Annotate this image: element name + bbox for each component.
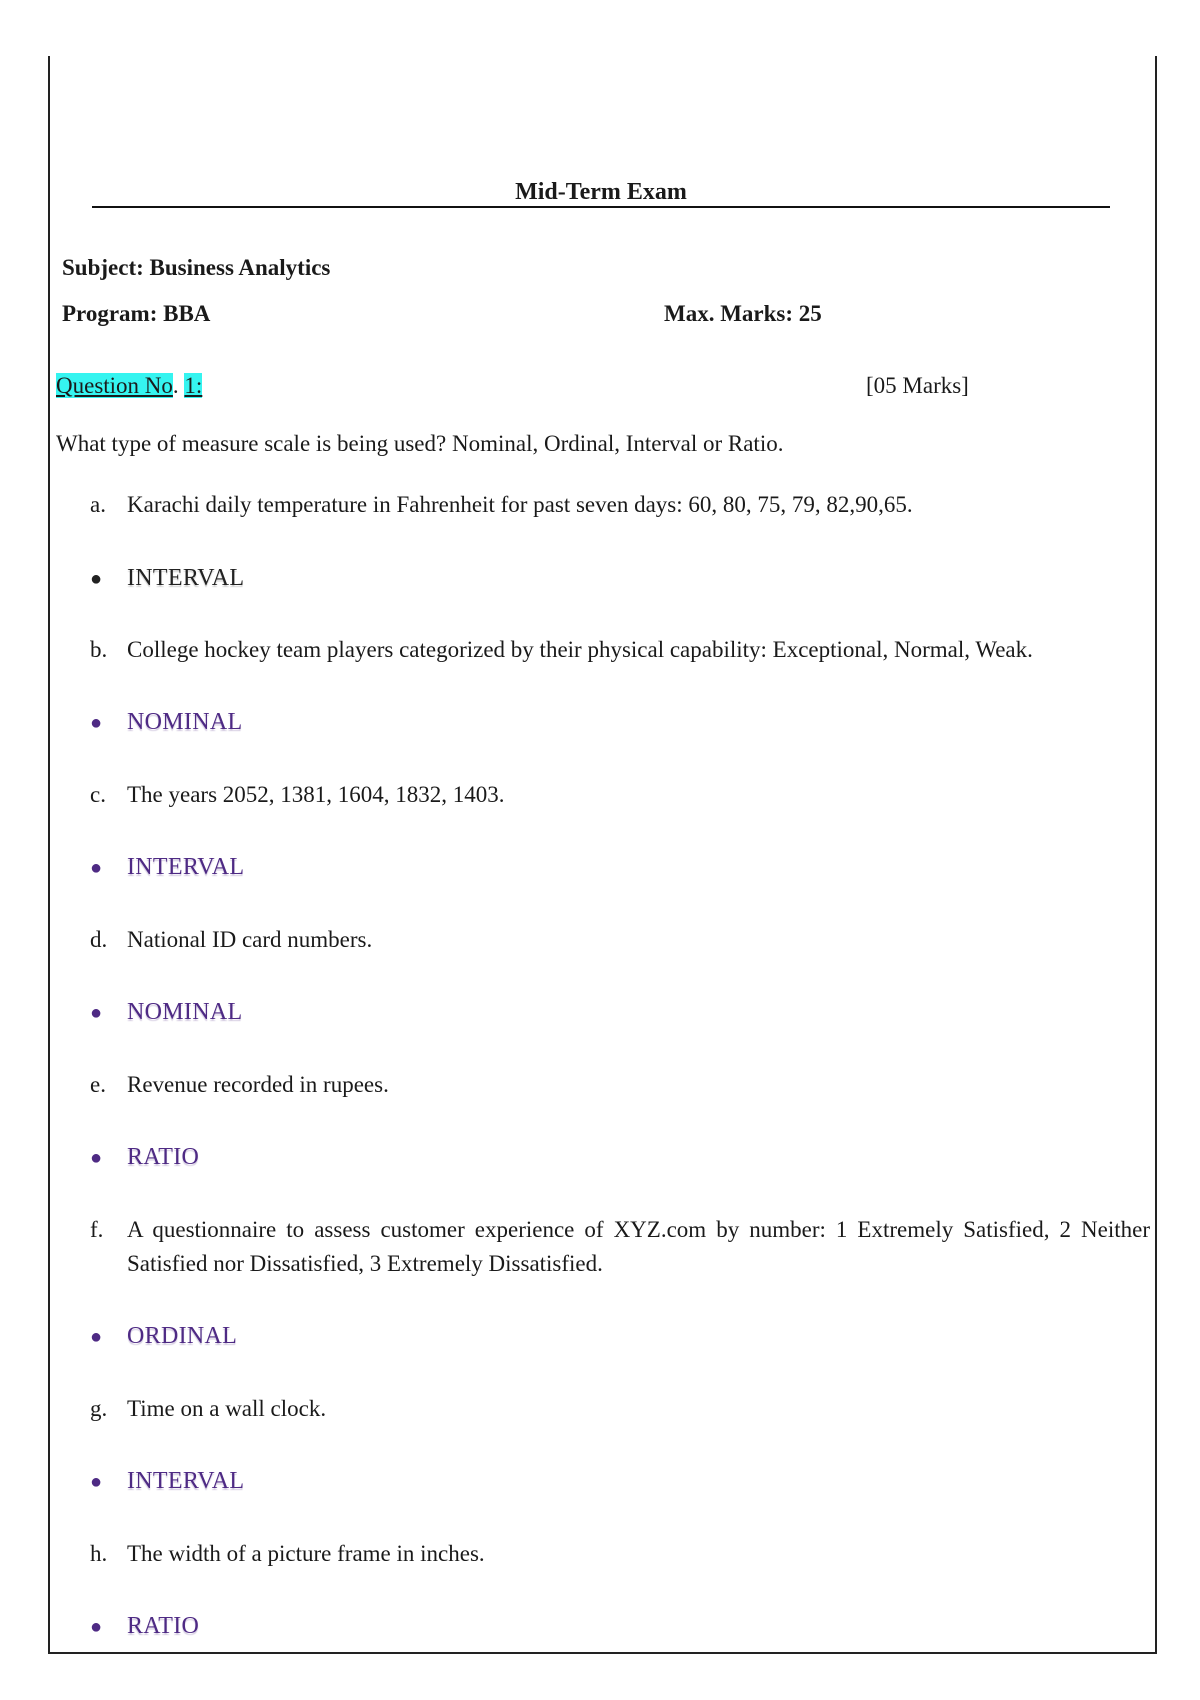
bullet-icon: ● bbox=[90, 1616, 103, 1638]
exam-title: Mid-Term Exam bbox=[515, 179, 687, 205]
answer-text: NOMINAL bbox=[127, 999, 243, 1025]
item-letter: f. bbox=[90, 1217, 104, 1242]
answer-h bbox=[90, 1611, 199, 1642]
bullet-icon: ● bbox=[90, 1002, 103, 1024]
answer-text: ORDINAL bbox=[127, 1323, 238, 1349]
bullet-icon: ● bbox=[90, 568, 103, 590]
item-letter: g. bbox=[90, 1396, 108, 1421]
question-item-b bbox=[90, 633, 1150, 667]
question-label: Question No bbox=[56, 373, 173, 398]
item-text: Karachi daily temperature in Fahrenheit for past seven days: 60, 80, 75, 79, 82,90,65. bbox=[127, 492, 913, 517]
item-letter: a. bbox=[90, 492, 106, 517]
question-item-h bbox=[90, 1537, 1150, 1571]
item-text: The width of a picture frame in inches. bbox=[127, 1541, 485, 1566]
question-item-c bbox=[90, 778, 1150, 812]
answer-text: RATIO bbox=[127, 1144, 200, 1170]
subject-line: Subject: Business Analytics bbox=[62, 255, 331, 280]
question-item-f bbox=[90, 1213, 1150, 1281]
question-number: 1: bbox=[184, 373, 203, 398]
question-item-e bbox=[90, 1068, 1150, 1102]
program-line: Program: BBA bbox=[62, 301, 211, 326]
answer-text: INTERVAL bbox=[127, 1468, 245, 1494]
answer-b bbox=[90, 707, 242, 738]
answer-d bbox=[90, 997, 242, 1028]
answer-text: INTERVAL bbox=[127, 565, 245, 591]
bullet-icon: ● bbox=[90, 1326, 103, 1348]
item-letter: c. bbox=[90, 782, 106, 807]
question-prompt: What type of measure scale is being used? Nominal, Ordinal, Interval or Ratio. bbox=[56, 431, 784, 456]
bullet-icon: ● bbox=[90, 712, 103, 734]
answer-g bbox=[90, 1466, 244, 1497]
question-item-a bbox=[90, 488, 1150, 522]
answer-a bbox=[90, 563, 244, 594]
item-text: Time on a wall clock. bbox=[127, 1396, 327, 1421]
answer-c bbox=[90, 852, 244, 883]
item-text: The years 2052, 1381, 1604, 1832, 1403. bbox=[127, 782, 505, 807]
answer-text: NOMINAL bbox=[127, 709, 243, 735]
answer-text: INTERVAL bbox=[127, 854, 245, 880]
bullet-icon: ● bbox=[90, 1471, 103, 1493]
title-rule bbox=[92, 206, 1110, 208]
answer-e bbox=[90, 1142, 199, 1173]
bullet-icon: ● bbox=[90, 857, 103, 879]
item-text: Revenue recorded in rupees. bbox=[127, 1072, 389, 1097]
item-letter: b. bbox=[90, 637, 108, 662]
answer-f bbox=[90, 1321, 237, 1352]
bullet-icon: ● bbox=[90, 1147, 103, 1169]
item-text: National ID card numbers. bbox=[127, 927, 373, 952]
answer-text: RATIO bbox=[127, 1613, 200, 1639]
max-marks: Max. Marks: 25 bbox=[664, 301, 822, 326]
question-label-separator: . bbox=[172, 373, 185, 398]
question-item-g bbox=[90, 1392, 1150, 1426]
item-letter: d. bbox=[90, 927, 108, 952]
question-marks: [05 Marks] bbox=[866, 373, 969, 398]
item-letter: e. bbox=[90, 1072, 106, 1097]
question-heading bbox=[56, 372, 202, 400]
item-letter: h. bbox=[90, 1541, 108, 1566]
item-text: A questionnaire to assess customer experience of XYZ.com by number: 1 Extremely Satisfied, 2 Neither Satisfied nor Dissatisfied, 3 Extremely Dissatisfied. bbox=[127, 1217, 1150, 1276]
question-item-d bbox=[90, 923, 1150, 957]
item-text: College hockey team players categorized by their physical capability: Exceptional, Normal, Weak. bbox=[127, 637, 1033, 662]
